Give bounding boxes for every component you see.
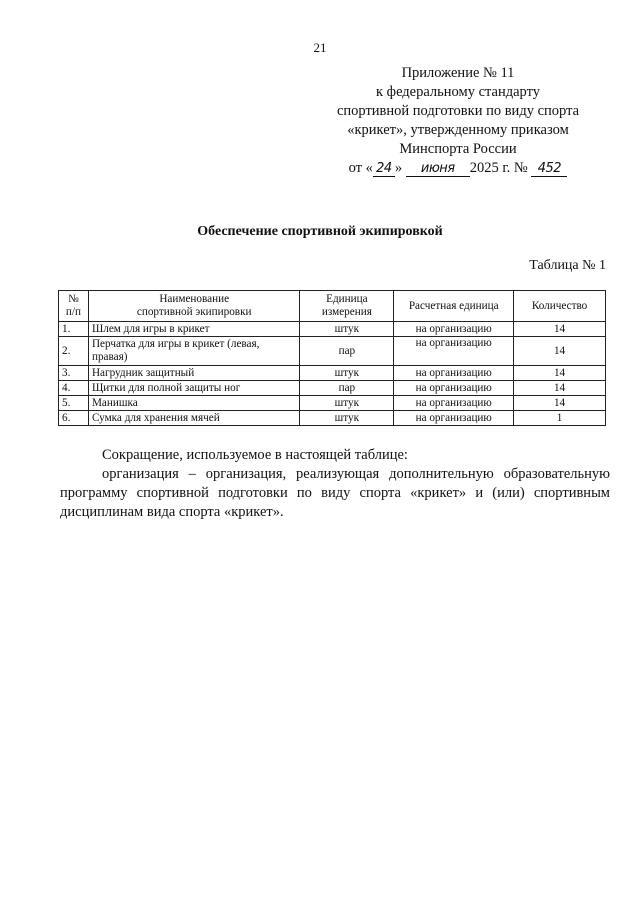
cell-num: 6. [59, 411, 89, 426]
cell-name: Щитки для полной защиты ног [88, 381, 299, 396]
cell-qty: 14 [514, 322, 606, 337]
header-calc: Расчетная единица [394, 291, 514, 322]
date-prefix: от « [348, 160, 373, 176]
table-row [59, 411, 606, 426]
header-unit: Единица измерения [300, 291, 394, 322]
cell-num: 2. [59, 337, 89, 366]
table-row [59, 381, 606, 396]
table-row [59, 322, 606, 337]
cell-qty: 14 [514, 337, 606, 366]
cell-name: Сумка для хранения мячей [88, 411, 299, 426]
cell-unit: штук [300, 366, 394, 381]
equipment-table [58, 290, 606, 426]
appendix-block [308, 64, 608, 178]
date-year: 2025 г. № [469, 160, 528, 176]
cell-qty: 1 [514, 411, 606, 426]
cell-num: 3. [59, 366, 89, 381]
cell-unit: штук [300, 396, 394, 411]
cell-qty: 14 [514, 381, 606, 396]
page-number: 21 [313, 40, 327, 55]
cell-num: 5. [59, 396, 89, 411]
appendix-line: «крикет», утвержденному приказом [347, 122, 569, 138]
appendix-line: Минспорта России [399, 141, 517, 157]
table-row [59, 396, 606, 411]
table-label: Таблица № 1 [529, 258, 606, 273]
cell-calc: на организацию [394, 396, 514, 411]
header-name: Наименование спортивной экипировки [88, 291, 299, 322]
section-title: Обеспечение спортивной экипировкой [197, 224, 443, 239]
handwritten-month: июня [406, 161, 470, 177]
cell-unit: штук [300, 322, 394, 337]
cell-num: 4. [59, 381, 89, 396]
table-row [59, 366, 606, 381]
appendix-line: к федеральному стандарту [376, 84, 540, 100]
cell-name: Перчатка для игры в крикет (левая, правая) [88, 337, 299, 366]
cell-unit: штук [300, 411, 394, 426]
cell-calc: на организацию [394, 337, 514, 366]
table-header-row [59, 291, 606, 322]
cell-calc: на организацию [394, 411, 514, 426]
cell-name: Нагрудник защитный [88, 366, 299, 381]
table-row [59, 337, 606, 366]
abbreviation-definition: организация – организация, реализующая дополнительную образовательную программу спортивной подготовки по виду спорта «крикет» и (или) спортивным дисциплинам вида спорта «крикет». [60, 466, 610, 520]
handwritten-order-number: 452 [531, 161, 567, 177]
cell-unit: пар [300, 381, 394, 396]
header-num: № п/п [59, 291, 89, 322]
cell-calc: на организацию [394, 322, 514, 337]
date-mid: » [394, 160, 403, 176]
order-date-line [308, 159, 608, 178]
abbreviation-heading: Сокращение, используемое в настоящей таблице: [102, 447, 408, 463]
appendix-title: Приложение № 11 [401, 65, 515, 81]
cell-name: Шлем для игры в крикет [88, 322, 299, 337]
cell-calc: на организацию [394, 381, 514, 396]
header-qty: Количество [514, 291, 606, 322]
cell-unit: пар [300, 337, 394, 366]
cell-num: 1. [59, 322, 89, 337]
cell-qty: 14 [514, 366, 606, 381]
cell-calc: на организацию [394, 366, 514, 381]
appendix-line: спортивной подготовки по виду спорта [336, 103, 580, 119]
cell-name: Манишка [88, 396, 299, 411]
abbreviation-note [60, 446, 610, 522]
cell-qty: 14 [514, 396, 606, 411]
handwritten-day: 24 [373, 161, 395, 177]
